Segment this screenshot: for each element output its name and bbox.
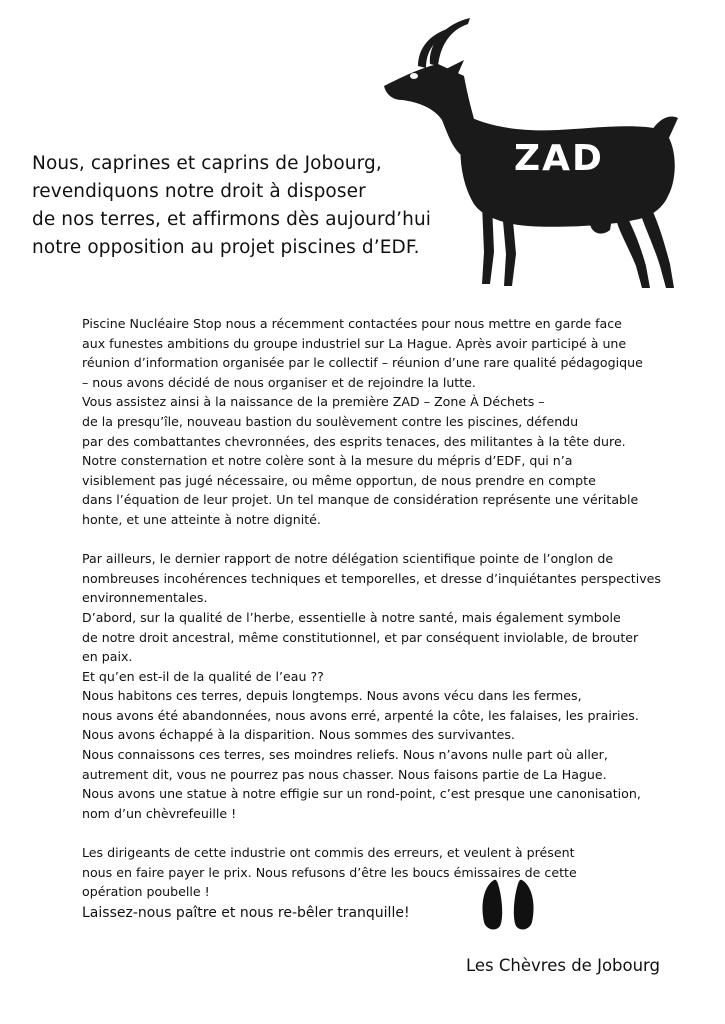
body-line: Nous avons échappé à la disparition. Nous sommes des survivantes. bbox=[82, 727, 515, 743]
header-line: notre opposition au projet piscines d’EDF. bbox=[32, 237, 420, 258]
body-line: opération poubelle ! bbox=[82, 884, 210, 900]
body-line: par des combattantes chevronnées, des esprits tenaces, des militantes à la tête dure. bbox=[82, 433, 626, 449]
body-line: environnementales. bbox=[82, 590, 208, 606]
hoofprint-icon bbox=[476, 876, 540, 936]
body-line: aux funestes ambitions du groupe industriel sur La Hague. Après avoir participé à une bbox=[82, 335, 627, 351]
body-line: de la presqu’île, nouveau bastion du soulèvement contre les piscines, défendu bbox=[82, 413, 579, 429]
body-line: – nous avons décidé de nous organiser et de rejoindre la lutte. bbox=[82, 374, 476, 390]
body-text bbox=[82, 314, 694, 902]
header-line: revendiquons notre droit à disposer bbox=[32, 181, 366, 202]
signature: Les Chèvres de Jobourg bbox=[466, 956, 661, 975]
closing-line: Laissez-nous paître et nous re-bêler tranquille! bbox=[82, 905, 410, 921]
body-line: réunion d’information organisée par le collectif – réunion d’une rare qualité pédagogique bbox=[82, 355, 643, 371]
body-line: D’abord, sur la qualité de l’herbe, essentielle à notre santé, mais également symbole bbox=[82, 609, 621, 625]
goat-illustration bbox=[378, 14, 696, 296]
paragraph-gap bbox=[82, 823, 694, 843]
body-line: nom d’un chèvrefeuille ! bbox=[82, 805, 237, 821]
body-line: Les dirigeants de cette industrie ont commis des erreurs, et veulent à présent bbox=[82, 845, 575, 861]
goat-zad-label: ZAD bbox=[514, 138, 604, 179]
body-line: de notre droit ancestral, même constitutionnel, et par conséquent inviolable, de brouter bbox=[82, 629, 639, 645]
body-line: autrement dit, vous ne pourrez pas nous chasser. Nous faisons partie de La Hague. bbox=[82, 766, 607, 782]
body-line: Nous habitons ces terres, depuis longtemps. Nous avons vécu dans les fermes, bbox=[82, 688, 582, 704]
body-line: dans l’équation de leur projet. Un tel manque de considération représente une véritable bbox=[82, 492, 639, 508]
body-line: nombreuses incohérences techniques et temporelles, et dresse d’inquiétantes perspectives bbox=[82, 570, 661, 586]
body-line: Notre consternation et notre colère sont à la mesure du mépris d’EDF, qui n’a bbox=[82, 453, 573, 469]
body-line: Et qu’en est-il de la qualité de l’eau ?? bbox=[82, 668, 324, 684]
body-line: nous en faire payer le prix. Nous refusons d’être les boucs émissaires de cette bbox=[82, 864, 577, 880]
body-line: Nous avons une statue à notre effigie sur un rond-point, c’est presque une canonisation, bbox=[82, 786, 641, 802]
paragraph-gap bbox=[82, 530, 694, 550]
header-line: Nous, caprines et caprins de Jobourg, bbox=[32, 153, 382, 174]
body-line: honte, et une atteinte à notre dignité. bbox=[82, 511, 321, 527]
body-line: nous avons été abandonnées, nous avons erré, arpenté la côte, les falaises, les prairies. bbox=[82, 707, 639, 723]
body-line: Nous connaissons ces terres, ses moindres reliefs. Nous n’avons nulle part où aller, bbox=[82, 747, 608, 763]
body-line: visiblement pas jugé nécessaire, ou même opportun, de nous prendre en compte bbox=[82, 472, 596, 488]
body-line: en paix. bbox=[82, 649, 133, 665]
header-line: de nos terres, et affirmons dès aujourd’hui bbox=[32, 209, 432, 230]
goat-eye bbox=[410, 73, 418, 79]
body-line: Par ailleurs, le dernier rapport de notre délégation scientifique pointe de l’onglon de bbox=[82, 551, 614, 567]
body-line: Piscine Nucléaire Stop nous a récemment contactées pour nous mettre en garde face bbox=[82, 316, 622, 331]
body-line: Vous assistez ainsi à la naissance de la première ZAD – Zone À Déchets – bbox=[82, 394, 545, 410]
